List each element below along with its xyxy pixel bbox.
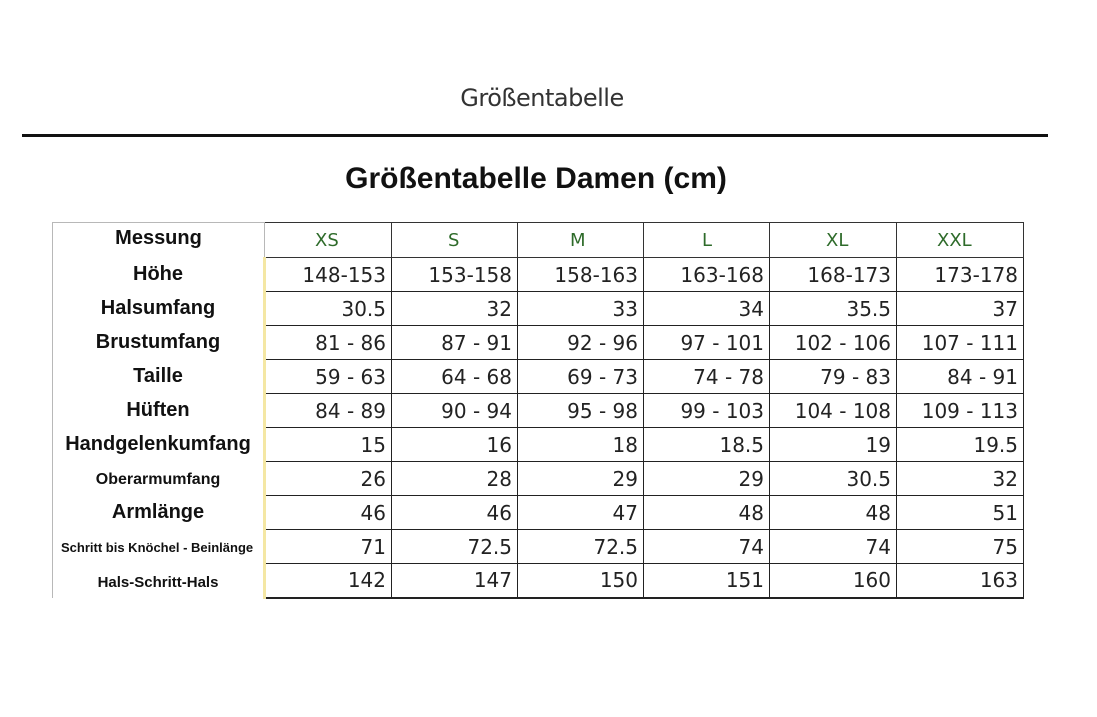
table-cell: 75 — [897, 530, 1024, 564]
header-label-cell: Messung — [53, 223, 265, 258]
row-label: Schritt bis Knöchel - Beinlänge — [53, 530, 265, 564]
table-row — [53, 292, 1024, 326]
size-chart-title: Größentabelle Damen (cm) — [345, 162, 727, 195]
table-cell: 46 — [392, 496, 518, 530]
table-cell: 19.5 — [897, 428, 1024, 462]
row-label: Taille — [53, 360, 265, 394]
table-row — [53, 258, 1024, 292]
table-cell: 142 — [265, 564, 392, 598]
table-cell: 72.5 — [392, 530, 518, 564]
table-cell: 158-163 — [518, 258, 644, 292]
table-cell: 74 - 78 — [644, 360, 770, 394]
table-cell: 173-178 — [897, 258, 1024, 292]
table-row — [53, 326, 1024, 360]
table-header-row — [53, 223, 1024, 258]
table-row — [53, 462, 1024, 496]
table-cell: 29 — [644, 462, 770, 496]
table-cell: 16 — [392, 428, 518, 462]
table-cell: 18 — [518, 428, 644, 462]
row-label: Hals-Schritt-Hals — [53, 564, 265, 598]
table-cell: 160 — [770, 564, 897, 598]
table-cell: 79 - 83 — [770, 360, 897, 394]
row-label: Höhe — [53, 258, 265, 292]
table-cell: 95 - 98 — [518, 394, 644, 428]
size-header-xxl: XXL — [897, 223, 1024, 258]
table-cell: 97 - 101 — [644, 326, 770, 360]
table-cell: 102 - 106 — [770, 326, 897, 360]
table-cell: 37 — [897, 292, 1024, 326]
table-cell: 26 — [265, 462, 392, 496]
table-cell: 18.5 — [644, 428, 770, 462]
table-cell: 147 — [392, 564, 518, 598]
table-row — [53, 564, 1024, 598]
table-row — [53, 428, 1024, 462]
table-row — [53, 530, 1024, 564]
table-cell: 35.5 — [770, 292, 897, 326]
header-divider — [22, 134, 1048, 137]
table-cell: 153-158 — [392, 258, 518, 292]
table-cell: 28 — [392, 462, 518, 496]
table-row — [53, 394, 1024, 428]
table-cell: 148-153 — [265, 258, 392, 292]
table-cell: 72.5 — [518, 530, 644, 564]
table-cell: 19 — [770, 428, 897, 462]
table-cell: 30.5 — [265, 292, 392, 326]
table-cell: 104 - 108 — [770, 394, 897, 428]
table-cell: 87 - 91 — [392, 326, 518, 360]
table-cell: 33 — [518, 292, 644, 326]
table-cell: 48 — [770, 496, 897, 530]
table-cell: 59 - 63 — [265, 360, 392, 394]
row-label: Halsumfang — [53, 292, 265, 326]
table-cell: 84 - 89 — [265, 394, 392, 428]
size-header-xs: XS — [265, 223, 392, 258]
table-cell: 32 — [392, 292, 518, 326]
table-cell: 15 — [265, 428, 392, 462]
table-cell: 32 — [897, 462, 1024, 496]
table-cell: 47 — [518, 496, 644, 530]
table-cell: 163 — [897, 564, 1024, 598]
table-cell: 69 - 73 — [518, 360, 644, 394]
table-cell: 168-173 — [770, 258, 897, 292]
table-row — [53, 360, 1024, 394]
table-cell: 46 — [265, 496, 392, 530]
table-cell: 90 - 94 — [392, 394, 518, 428]
size-header-m: M — [518, 223, 644, 258]
table-cell: 92 - 96 — [518, 326, 644, 360]
table-cell: 34 — [644, 292, 770, 326]
table-cell: 109 - 113 — [897, 394, 1024, 428]
row-label: Armlänge — [53, 496, 265, 530]
table-cell: 64 - 68 — [392, 360, 518, 394]
table-cell: 107 - 111 — [897, 326, 1024, 360]
table-cell: 48 — [644, 496, 770, 530]
row-label: Brustumfang — [53, 326, 265, 360]
table-cell: 74 — [770, 530, 897, 564]
table-cell: 74 — [644, 530, 770, 564]
table-row — [53, 496, 1024, 530]
table-cell: 84 - 91 — [897, 360, 1024, 394]
table-cell: 71 — [265, 530, 392, 564]
table-cell: 51 — [897, 496, 1024, 530]
size-chart-table — [52, 222, 1024, 599]
row-label: Handgelenkumfang — [53, 428, 265, 462]
size-header-l: L — [644, 223, 770, 258]
table-cell: 29 — [518, 462, 644, 496]
page-header-title: Größentabelle — [460, 84, 624, 112]
table-cell: 151 — [644, 564, 770, 598]
size-header-s: S — [392, 223, 518, 258]
table-cell: 30.5 — [770, 462, 897, 496]
table-cell: 99 - 103 — [644, 394, 770, 428]
table-cell: 150 — [518, 564, 644, 598]
row-label: Hüften — [53, 394, 265, 428]
row-label: Oberarmumfang — [53, 462, 265, 496]
table-cell: 81 - 86 — [265, 326, 392, 360]
size-header-xl: XL — [770, 223, 897, 258]
table-cell: 163-168 — [644, 258, 770, 292]
